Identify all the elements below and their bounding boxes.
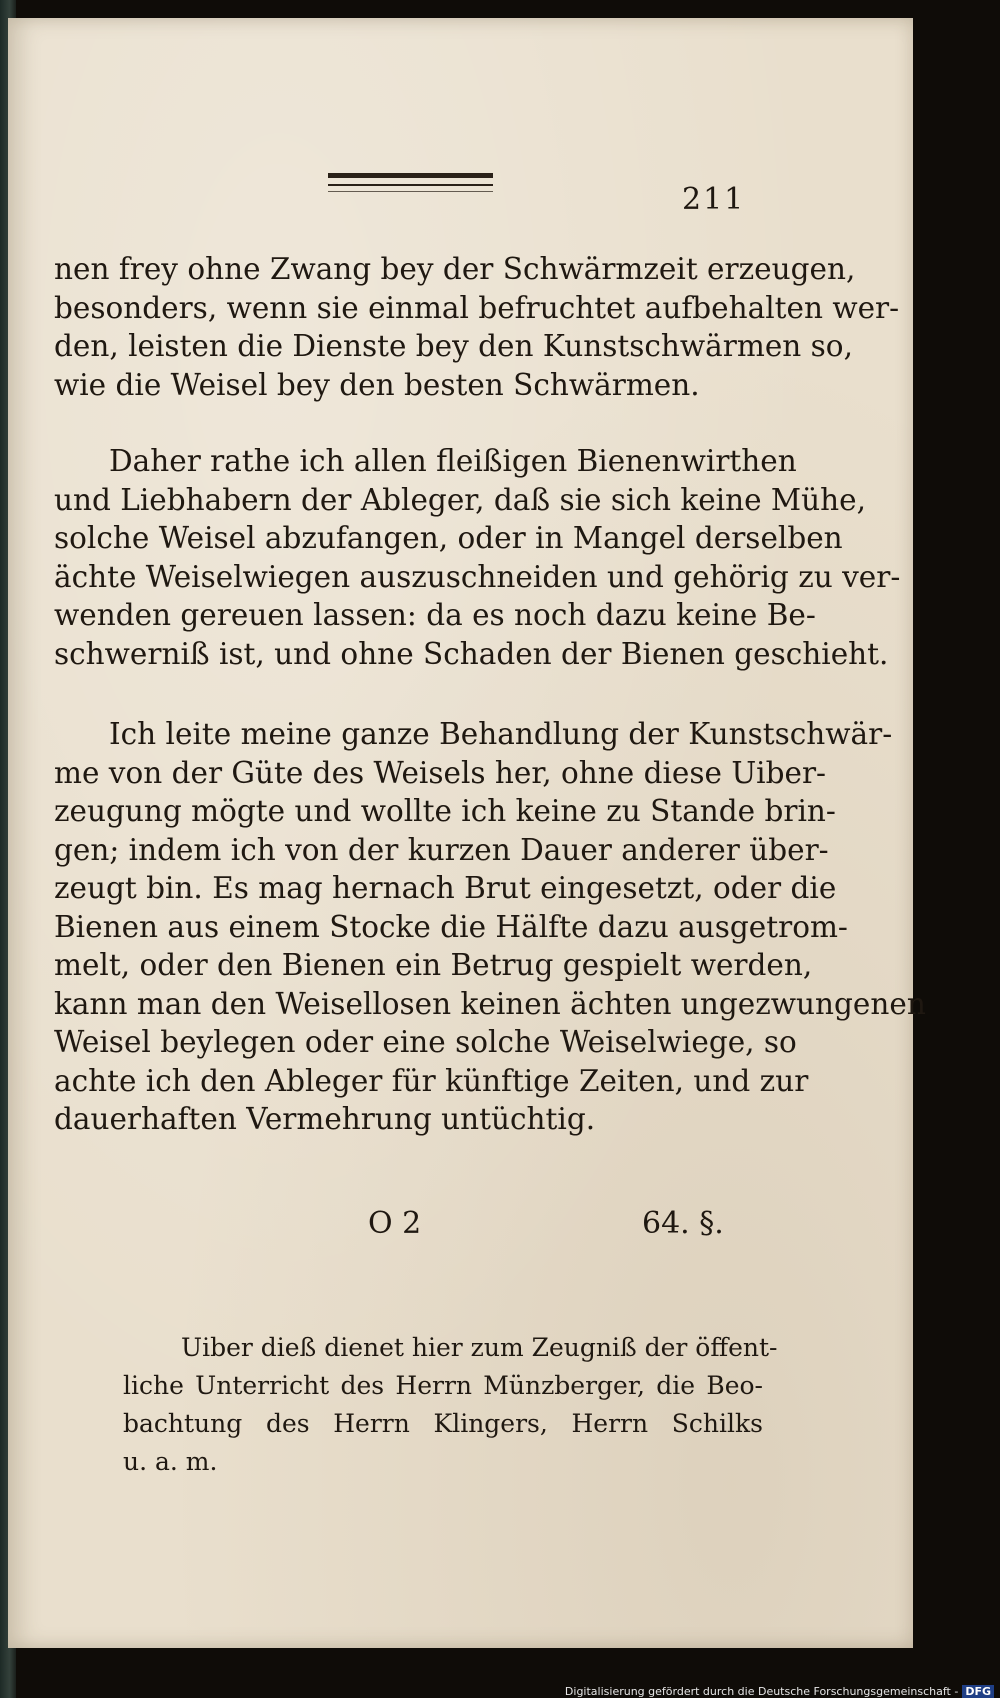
text-line: Ich leite meine ganze Behandlung der Kunstschwär- — [109, 717, 893, 751]
text-line: nen frey ohne Zwang bey der Schwärmzeit erzeugen, — [54, 252, 856, 286]
header-rule-hairline — [328, 191, 493, 192]
text-line: melt, oder den Bienen ein Betrug gespielt werden, — [54, 948, 813, 982]
paragraph-2 — [54, 442, 901, 673]
text-line: besonders, wenn sie einmal befruchtet aufbehalten wer- — [54, 290, 900, 325]
text-line: wenden gereuen lassen: da es noch dazu keine Be- — [54, 598, 816, 632]
page-number: 211 — [682, 182, 746, 217]
header-rule-thick — [328, 173, 493, 178]
text-line: zeugt bin. Es mag hernach Brut eingesetzt, oder die — [54, 871, 837, 905]
text-line: me von der Güte des Weisels her, ohne diese Uiber- — [54, 755, 827, 790]
text-line: wie die Weisel bey den besten Schwärmen. — [54, 367, 700, 402]
text-line: kann man den Weisellosen keinen ächten ungezwungenen — [54, 986, 926, 1021]
header-rule-thin — [328, 184, 493, 186]
text-line: Daher rathe ich allen fleißigen Bienenwirthen — [109, 444, 797, 478]
text-line: Bienen aus einem Stocke die Hälfte dazu ausgetrom- — [54, 909, 848, 944]
paragraph-3 — [54, 715, 926, 1139]
footnote-line: bachtung des Herrn Klingers, Herrn Schilks — [123, 1409, 763, 1438]
text-line: achte ich den Ableger für künftige Zeiten, und zur — [54, 1063, 809, 1098]
text-line: schwerniß ist, und ohne Schaden der Bienen geschieht. — [54, 636, 889, 671]
text-line: ächte Weiselwiegen auszuschneiden und gehörig zu ver- — [54, 559, 901, 594]
text-line: gen; indem ich von der kurzen Dauer anderer über- — [54, 832, 829, 867]
printer-signature-mark: O 2 — [368, 1206, 422, 1241]
footnote-line: u. a. m. — [123, 1447, 218, 1476]
text-line: zeugung mögte und wollte ich keine zu Stande brin- — [54, 794, 836, 828]
footnote-line: Uiber dieß dienet hier zum Zeugniß der öffent- — [181, 1333, 778, 1362]
text-line: dauerhaften Vermehrung untüchtig. — [54, 1102, 596, 1136]
text-line: Weisel beylegen oder eine solche Weiselwiege, so — [54, 1025, 797, 1059]
paragraph-1 — [54, 250, 900, 404]
text-line: solche Weisel abzufangen, oder in Mangel derselben — [54, 521, 843, 555]
catchword: 64. §. — [642, 1206, 724, 1241]
footnote — [123, 1329, 778, 1481]
digitization-credit — [565, 1685, 994, 1698]
text-line: den, leisten die Dienste bey den Kunstschwärmen so, — [54, 329, 853, 363]
footnote-line: liche Unterricht des Herrn Münzberger, die Beo- — [123, 1371, 763, 1400]
credit-text: Digitalisierung gefördert durch die Deutsche Forschungsgemeinschaft - — [564, 1685, 959, 1698]
dfg-logo: DFG — [962, 1685, 994, 1698]
text-line: und Liebhabern der Ableger, daß sie sich keine Mühe, — [54, 482, 866, 517]
book-page — [8, 18, 926, 1648]
